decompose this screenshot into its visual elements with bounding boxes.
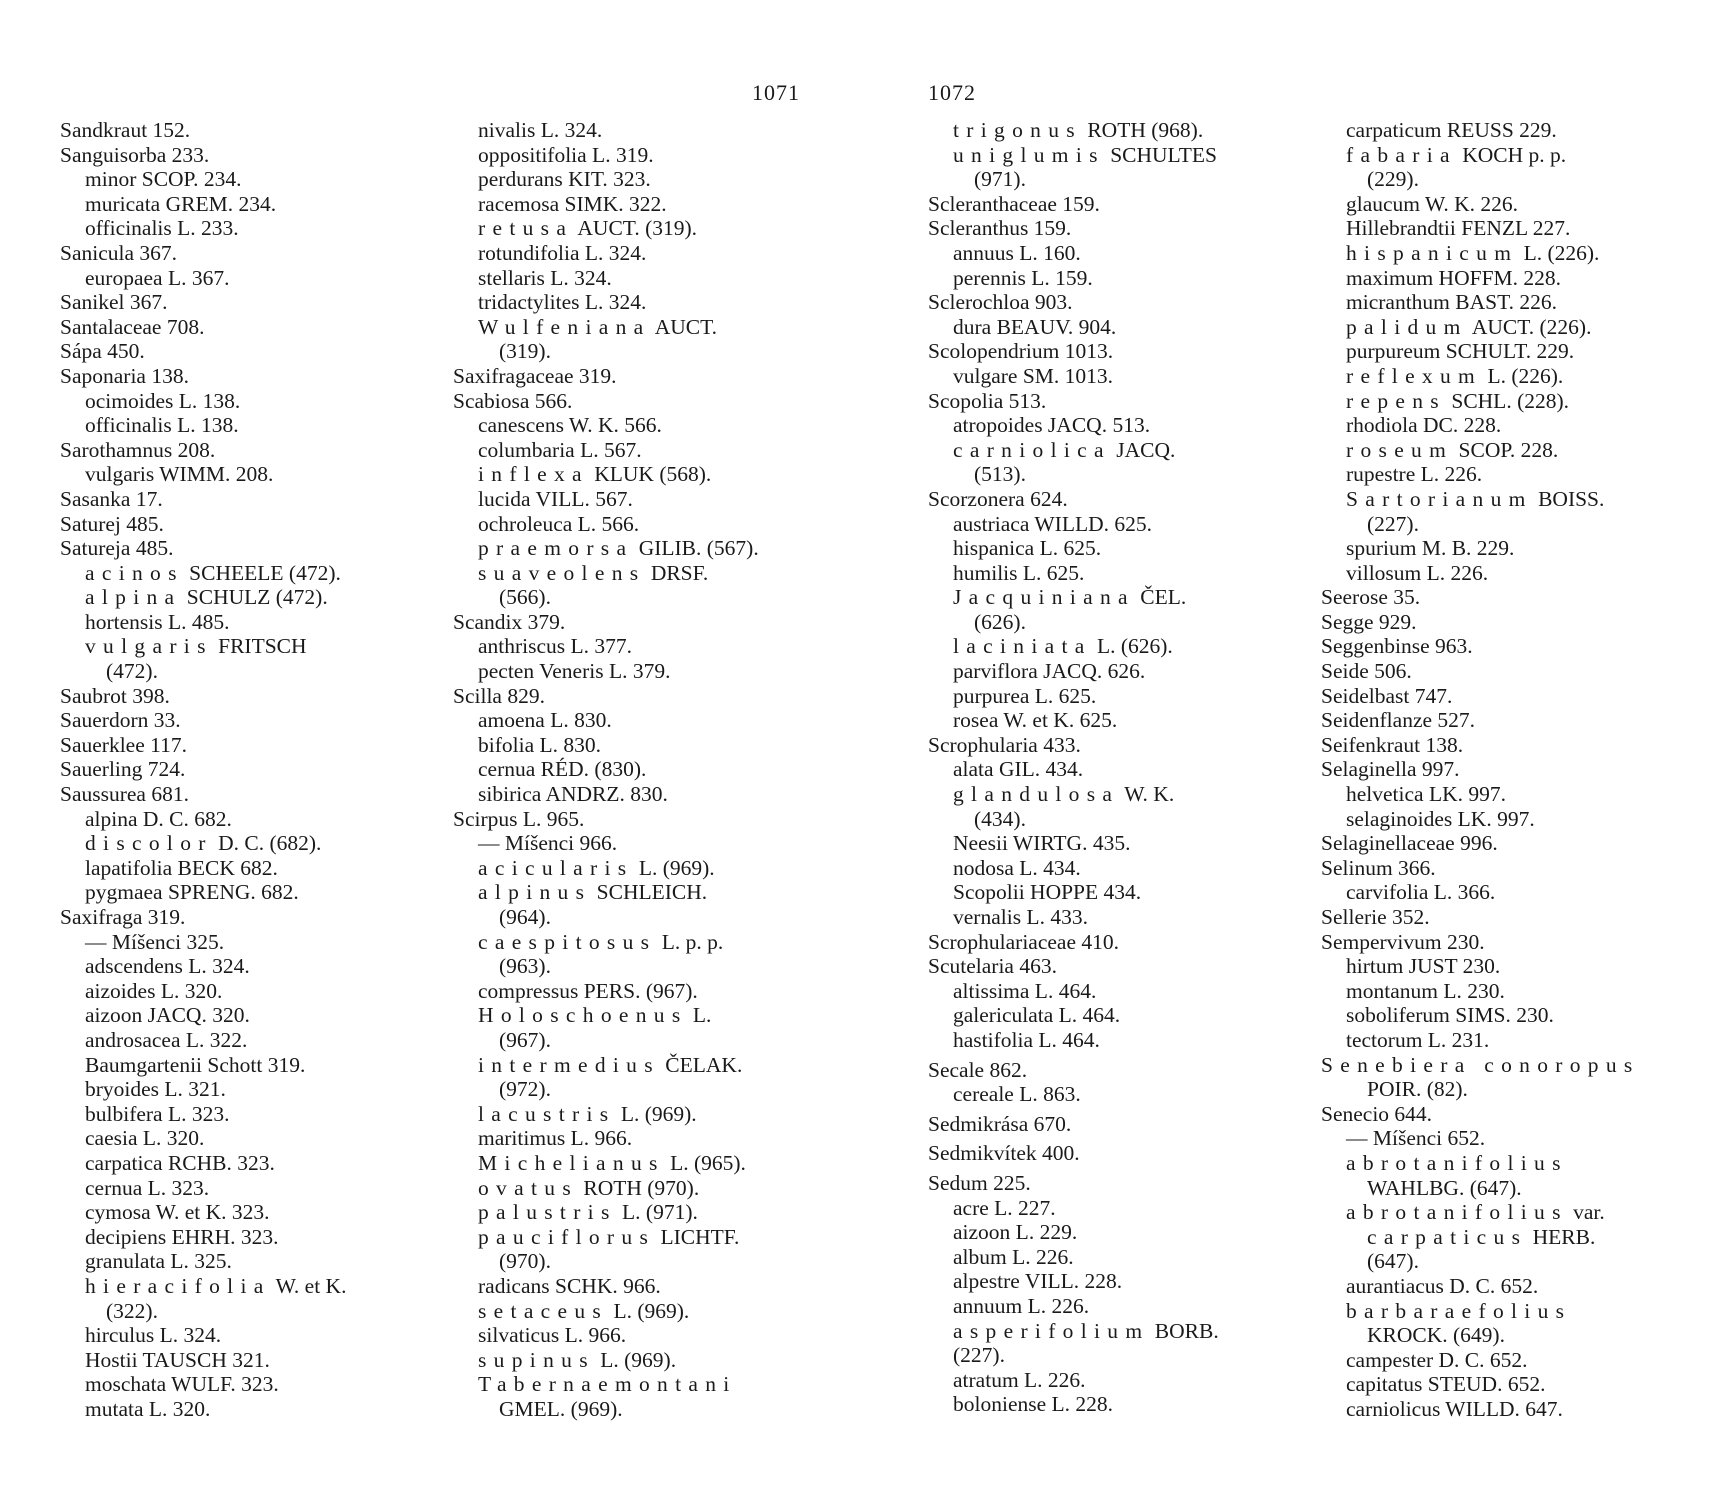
spaced-term: repens <box>1346 388 1446 413</box>
index-entry: hieracifolia W. et K. <box>85 1273 347 1298</box>
index-entry: — Míšenci 966. <box>478 831 618 856</box>
index-entry: Sauerklee 117. <box>60 732 187 757</box>
index-entry: Sápa 450. <box>60 339 145 364</box>
index-entry: retusa AUCT. (319). <box>478 216 698 241</box>
index-entry: hortensis L. 485. <box>85 609 230 634</box>
index-entry: galericulata L. 464. <box>953 1003 1121 1028</box>
spaced-term: acicularis <box>478 855 634 880</box>
spaced-term: vulgaris <box>85 634 213 659</box>
index-entry: selaginoides LK. 997. <box>1346 806 1535 831</box>
spaced-term: alpina <box>85 585 182 610</box>
index-entry: adscendens L. 324. <box>85 954 250 979</box>
index-entry: Sasanka 17. <box>60 486 163 511</box>
spaced-term: carpaticus <box>1367 1224 1528 1249</box>
index-entry: vulgaris WIMM. 208. <box>85 462 274 487</box>
index-entry: Seifenkraut 138. <box>1321 732 1464 757</box>
index-entry: Secale 862. <box>928 1057 1028 1082</box>
index-entry: hispanica L. 625. <box>953 536 1102 561</box>
index-entry: pecten Veneris L. 379. <box>478 659 671 684</box>
index-entry: annuum L. 226. <box>953 1293 1090 1318</box>
index-entry: hirtum JUST 230. <box>1346 954 1501 979</box>
spaced-term: discolor <box>85 831 213 856</box>
index-entry: fabaria KOCH p. p. <box>1346 142 1567 167</box>
index-entry: repens SCHL. (228). <box>1346 388 1570 413</box>
index-entry: annuus L. 160. <box>953 240 1081 265</box>
index-entry: perdurans KIT. 323. <box>478 167 651 192</box>
index-entry: Sartorianum BOISS. <box>1346 486 1605 511</box>
index-entry: (322). <box>106 1298 158 1323</box>
index-entry: carniolica JACQ. <box>953 437 1176 462</box>
spaced-term: lacustris <box>478 1101 616 1126</box>
index-entry: parviflora JACQ. 626. <box>953 659 1146 684</box>
index-entry: aizoon L. 229. <box>953 1220 1078 1245</box>
index-entry: Scleranthus 159. <box>928 216 1072 241</box>
index-entry <box>453 1372 873 1397</box>
index-entry: lucida VILL. 567. <box>478 486 633 511</box>
index-entry: Sandkraut 152. <box>60 118 191 142</box>
index-entry <box>1321 1299 1734 1324</box>
index-entry: glandulosa W. K. <box>953 782 1175 807</box>
index-entry: minor SCOP. 234. <box>85 167 242 192</box>
index-entry: canescens W. K. 566. <box>478 413 662 438</box>
index-entry: capitatus STEUD. 652. <box>1346 1372 1546 1397</box>
index-entry: campester D. C. 652. <box>1346 1347 1528 1372</box>
spaced-term: carniolica <box>953 437 1111 462</box>
index-entry: sibirica ANDRZ. 830. <box>478 782 668 807</box>
index-entry: nivalis L. 324. <box>478 118 603 142</box>
index-entry: atropoides JACQ. 513. <box>953 413 1151 438</box>
spaced-term: Wulfeniana <box>478 314 651 339</box>
index-entry: radicans SCHK. 966. <box>478 1273 661 1298</box>
index-entry: altissima L. 464. <box>953 978 1097 1003</box>
index-entry: mutata L. 320. <box>85 1396 211 1421</box>
index-entry: carpaticus HERB. <box>1367 1224 1596 1249</box>
index-entry: acicularis L. (969). <box>478 855 715 880</box>
spaced-term: uniglumis <box>953 142 1105 167</box>
index-entry: maximum HOFFM. 228. <box>1346 265 1562 290</box>
index-entry: Scilla 829. <box>453 683 545 708</box>
spaced-term: Senebiera conoropus <box>1321 1052 1640 1077</box>
index-entry: carpaticum REUSS 229. <box>1346 118 1557 142</box>
index-entry: Sanikel 367. <box>60 290 168 315</box>
spaced-term: Jacquiniana <box>953 585 1135 610</box>
index-entry: aizoon JACQ. 320. <box>85 1003 250 1028</box>
index-entry: palidum AUCT. (226). <box>1346 314 1592 339</box>
index-entry: (319). <box>499 339 551 364</box>
spaced-term: intermedius <box>478 1052 660 1077</box>
index-entry: Hillebrandtii FENZL 227. <box>1346 216 1571 241</box>
index-entry: Sarothamnus 208. <box>60 437 216 462</box>
index-entry: tectorum L. 231. <box>1346 1027 1490 1052</box>
index-entry: purpurea L. 625. <box>953 683 1097 708</box>
index-entry: rhodiola DC. 228. <box>1346 413 1502 438</box>
index-entry: ocimoides L. 138. <box>85 388 241 413</box>
index-entry: hastifolia L. 464. <box>953 1027 1100 1052</box>
index-entry: cereale L. 863. <box>953 1082 1081 1107</box>
index-entry: (647). <box>1367 1249 1419 1274</box>
spaced-term: glandulosa <box>953 782 1120 807</box>
spaced-term: palidum <box>1346 314 1468 339</box>
spaced-term: palustris <box>478 1200 617 1225</box>
index-entry: praemorsa GILIB. (567). <box>478 536 759 561</box>
index-entry: Saubrot 398. <box>60 683 170 708</box>
index-entry: KROCK. (649). <box>1367 1323 1505 1348</box>
index-entry: album L. 226. <box>953 1244 1074 1269</box>
index-entry: rupestre L. 226. <box>1346 462 1483 487</box>
index-entry: Saussurea 681. <box>60 782 189 807</box>
index-entry: Jacquiniana ČEL. <box>953 585 1187 610</box>
index-entry: racemosa SIMK. 322. <box>478 191 667 216</box>
index-entry: humilis L. 625. <box>953 560 1085 585</box>
index-entry: (964). <box>499 905 551 929</box>
index-entry: cymosa W. et K. 323. <box>85 1200 270 1225</box>
index-entry: uniglumis SCHULTES <box>953 142 1217 167</box>
spaced-term: caespitosus <box>478 929 657 954</box>
index-entry: Sellerie 352. <box>1321 905 1430 929</box>
index-entry: alata GIL. 434. <box>953 757 1084 782</box>
index-entry: reflexum L. (226). <box>1346 363 1564 388</box>
index-entry: palustris L. (971). <box>478 1200 698 1225</box>
index-entry: suaveolens DRSF. <box>478 560 709 585</box>
index-entry: nodosa L. 434. <box>953 855 1081 880</box>
index-entry: Scabiosa 566. <box>453 388 573 413</box>
index-entry: Scutelaria 463. <box>928 954 1057 979</box>
index-entry: (970). <box>499 1249 551 1274</box>
index-entry: (513). <box>974 462 1026 487</box>
spaced-term: Michelianus <box>478 1150 665 1175</box>
index-entry: purpureum SCHULT. 229. <box>1346 339 1575 364</box>
index-entry: micranthum BAST. 226. <box>1346 290 1558 315</box>
index-entry: Seidenflanze 527. <box>1321 708 1476 733</box>
index-entry: alpina SCHULZ (472). <box>85 585 328 610</box>
spaced-term: asperifolium <box>953 1318 1150 1343</box>
index-entry: lacustris L. (969). <box>478 1101 697 1126</box>
index-entry: oppositifolia L. 319. <box>478 142 654 167</box>
index-entry: Seggenbinse 963. <box>1321 634 1473 659</box>
index-entry: caespitosus L. p. p. <box>478 929 724 954</box>
spaced-term: pauciflorus <box>478 1224 656 1249</box>
index-entry: maritimus L. 966. <box>478 1126 633 1151</box>
index-entry: (472). <box>106 659 158 684</box>
index-entry: rosea W. et K. 625. <box>953 708 1118 733</box>
index-entry: hispanicum L. (226). <box>1346 240 1600 265</box>
index-entry: Holoschoenus L. <box>478 1003 712 1028</box>
index-entry: intermedius ČELAK. <box>478 1052 743 1077</box>
index-entry: Selinum 366. <box>1321 855 1436 880</box>
index-entry: Scrophularia 433. <box>928 732 1081 757</box>
spaced-term: abrotanifolius <box>1346 1200 1568 1225</box>
index-entry: POIR. (82). <box>1367 1077 1468 1102</box>
index-entry: Neesii WIRTG. 435. <box>953 831 1131 856</box>
index-entry: hirculus L. 324. <box>85 1323 222 1348</box>
index-entry: atratum L. 226. <box>953 1367 1086 1392</box>
index-entry: silvaticus L. 966. <box>478 1323 627 1348</box>
index-entry: bryoides L. 321. <box>85 1077 226 1102</box>
index-entry: supinus L. (969). <box>478 1347 677 1372</box>
index-entry: — Míšenci 325. <box>85 929 225 954</box>
index-entry: Sauerling 724. <box>60 757 186 782</box>
index-entry: montanum L. 230. <box>1346 978 1505 1003</box>
index-entry: Santalaceae 708. <box>60 314 205 339</box>
index-entry: compressus PERS. (967). <box>478 978 698 1003</box>
index-entry: boloniense L. 228. <box>953 1392 1114 1417</box>
index-entry: (963). <box>499 954 551 979</box>
index-entry: helvetica LK. 997. <box>1346 782 1507 807</box>
index-entry: Sanicula 367. <box>60 240 178 265</box>
index-entry: vulgare SM. 1013. <box>953 363 1114 388</box>
index-entry: rotundifolia L. 324. <box>478 240 647 265</box>
spaced-term: acinos <box>85 560 184 585</box>
index-entry: (434). <box>974 806 1026 831</box>
index-entry: Baumgartenii Schott 319. <box>85 1052 306 1077</box>
spaced-term: abrotanifolius <box>1346 1150 1568 1175</box>
index-column-4 <box>1321 118 1734 1421</box>
index-entry: columbaria L. 567. <box>478 437 642 462</box>
index-entry: (967). <box>499 1027 551 1052</box>
index-entry: bifolia L. 830. <box>478 732 602 757</box>
index-entry: aurantiacus D. C. 652. <box>1346 1273 1539 1298</box>
index-entry: Segge 929. <box>1321 609 1417 634</box>
index-entry: Seerose 35. <box>1321 585 1421 610</box>
index-entry: granulata L. 325. <box>85 1249 232 1274</box>
index-entry: perennis L. 159. <box>953 265 1093 290</box>
page-number-right: 1072 <box>928 80 976 105</box>
index-entry: alpinus SCHLEICH. <box>478 880 708 905</box>
index-entry: amoena L. 830. <box>478 708 612 733</box>
index-column-3 <box>928 118 1348 1417</box>
page-number-left: 1071 <box>752 80 800 105</box>
index-entry: vulgaris FRITSCH <box>85 634 307 659</box>
spaced-term: hispanicum <box>1346 240 1519 265</box>
spaced-term: fabaria <box>1346 142 1457 167</box>
index-entry: stellaris L. 324. <box>478 265 612 290</box>
spaced-term: trigonus <box>953 118 1082 142</box>
index-entry: europaea L. 367. <box>85 265 230 290</box>
index-entry: Michelianus L. (965). <box>478 1150 746 1175</box>
spaced-term: laciniata <box>953 634 1092 659</box>
index-entry: anthriscus L. 377. <box>478 634 633 659</box>
index-entry: setaceus L. (969). <box>478 1298 690 1323</box>
index-entry: discolor D. C. (682). <box>85 831 322 856</box>
index-entry: caesia L. 320. <box>85 1126 205 1151</box>
spaced-term: suaveolens <box>478 560 646 585</box>
index-entry: Seidelbast 747. <box>1321 683 1453 708</box>
spaced-term: Sartorianum <box>1346 486 1533 511</box>
index-entry: Saxifraga 319. <box>60 905 186 929</box>
index-entry: carniolicus WILLD. 647. <box>1346 1396 1563 1421</box>
spaced-term: hieracifolia <box>85 1273 271 1298</box>
index-entry: Sanguisorba 233. <box>60 142 210 167</box>
index-entry: roseum SCOP. 228. <box>1346 437 1559 462</box>
index-entry: Hostii TAUSCH 321. <box>85 1347 270 1372</box>
spaced-term: Holoschoenus <box>478 1003 688 1028</box>
index-entry: Scandix 379. <box>453 609 566 634</box>
index-entry: Saxifragaceae 319. <box>453 363 617 388</box>
index-entry: alpestre VILL. 228. <box>953 1269 1123 1294</box>
index-entry: Scrophulariaceae 410. <box>928 929 1120 954</box>
index-entry: alpina D. C. 682. <box>85 806 232 831</box>
index-entry: Sclerochloa 903. <box>928 290 1073 315</box>
index-entry: aizoides L. 320. <box>85 978 223 1003</box>
spaced-term: setaceus <box>478 1298 609 1323</box>
index-entry: laciniata L. (626). <box>953 634 1173 659</box>
index-entry: Sedmikrása 670. <box>928 1111 1072 1136</box>
index-entry: villosum L. 226. <box>1346 560 1489 585</box>
spaced-term: ovatus <box>478 1175 578 1200</box>
spaced-term: retusa <box>478 216 574 241</box>
index-entry: trigonus ROTH (968). <box>953 118 1204 142</box>
index-entry: acinos SCHEELE (472). <box>85 560 341 585</box>
index-entry: (626). <box>974 609 1026 634</box>
index-entry: ochroleuca L. 566. <box>478 511 640 536</box>
index-entry: austriaca WILLD. 625. <box>953 511 1153 536</box>
index-entry: androsacea L. 322. <box>85 1027 248 1052</box>
index-entry: Scopolii HOPPE 434. <box>953 880 1142 905</box>
index-entry: bulbifera L. 323. <box>85 1101 230 1126</box>
index-column-1 <box>60 118 480 1421</box>
index-entry: asperifolium BORB. <box>953 1318 1219 1343</box>
index-entry: — Míšenci 652. <box>1346 1126 1486 1151</box>
index-entry: Scolopendrium 1013. <box>928 339 1114 364</box>
index-entry: pygmaea SPRENG. 682. <box>85 880 299 905</box>
index-column-2 <box>453 118 873 1421</box>
index-entry: GMEL. (969). <box>499 1396 623 1421</box>
index-entry: dura BEAUV. 904. <box>953 314 1117 339</box>
index-entry: Scorzonera 624. <box>928 486 1068 511</box>
index-entry <box>1321 1053 1734 1078</box>
index-entry: Selaginella 997. <box>1321 757 1460 782</box>
index-entry: cernua RÉD. (830). <box>478 757 647 782</box>
index-entry: (972). <box>499 1077 551 1102</box>
index-entry <box>1321 1151 1734 1176</box>
index-entry: Sempervivum 230. <box>1321 929 1485 954</box>
spaced-term: roseum <box>1346 437 1454 462</box>
index-entry: Senecio 644. <box>1321 1101 1433 1126</box>
index-entry: Saponaria 138. <box>60 363 189 388</box>
index-entry: Scopolia 513. <box>928 388 1047 413</box>
index-entry: Seide 506. <box>1321 659 1412 684</box>
index-entry: inflexa KLUK (568). <box>478 462 712 487</box>
index-entry: muricata GREM. 234. <box>85 191 277 216</box>
index-entry: cernua L. 323. <box>85 1175 210 1200</box>
index-entry: carpatica RCHB. 323. <box>85 1150 275 1175</box>
index-entry: soboliferum SIMS. 230. <box>1346 1003 1554 1028</box>
index-entry: Sedmikvítek 400. <box>928 1141 1080 1166</box>
index-entry: decipiens EHRH. 323. <box>85 1224 279 1249</box>
index-entry: officinalis L. 138. <box>85 413 239 438</box>
spaced-term: reflexum <box>1346 363 1483 388</box>
index-entry: Saturej 485. <box>60 511 164 536</box>
index-entry: (971). <box>974 167 1026 192</box>
index-entry: lapatifolia BECK 682. <box>85 855 278 880</box>
spaced-term: praemorsa <box>478 536 634 561</box>
spaced-term: inflexa <box>478 462 589 487</box>
spaced-term: supinus <box>478 1347 595 1372</box>
index-entry: acre L. 227. <box>953 1195 1056 1220</box>
index-entry: Sauerdorn 33. <box>60 708 181 733</box>
index-entry: Sedum 225. <box>928 1170 1031 1195</box>
index-entry: moschata WULF. 323. <box>85 1372 279 1397</box>
index-entry: WAHLBG. (647). <box>1367 1175 1522 1200</box>
index-entry: officinalis L. 233. <box>85 216 239 241</box>
index-entry: (229). <box>1367 167 1419 192</box>
index-entry: ovatus ROTH (970). <box>478 1175 700 1200</box>
index-entry: abrotanifolius var. <box>1346 1200 1605 1225</box>
spaced-term: barbaraefolius <box>1346 1298 1572 1323</box>
index-entry: pauciflorus LICHTF. <box>478 1224 740 1249</box>
index-entry: vernalis L. 433. <box>953 905 1088 929</box>
index-entry: glaucum W. K. 226. <box>1346 191 1518 216</box>
index-entry: tridactylites L. 324. <box>478 290 647 315</box>
spaced-term: Tabernaemontani <box>478 1372 737 1397</box>
index-entry: Selaginellaceae 996. <box>1321 831 1498 856</box>
spaced-term: alpinus <box>478 880 592 905</box>
index-entry: spurium M. B. 229. <box>1346 536 1515 561</box>
index-entry: carvifolia L. 366. <box>1346 880 1496 905</box>
index-entry: (227). <box>1367 511 1419 536</box>
index-entry: Satureja 485. <box>60 536 174 561</box>
index-entry: Scirpus L. 965. <box>453 806 585 831</box>
index-entry: (227). <box>953 1343 1005 1368</box>
index-entry: Scleranthaceae 159. <box>928 191 1100 216</box>
index-entry: (566). <box>499 585 551 610</box>
index-entry: Wulfeniana AUCT. <box>478 314 718 339</box>
